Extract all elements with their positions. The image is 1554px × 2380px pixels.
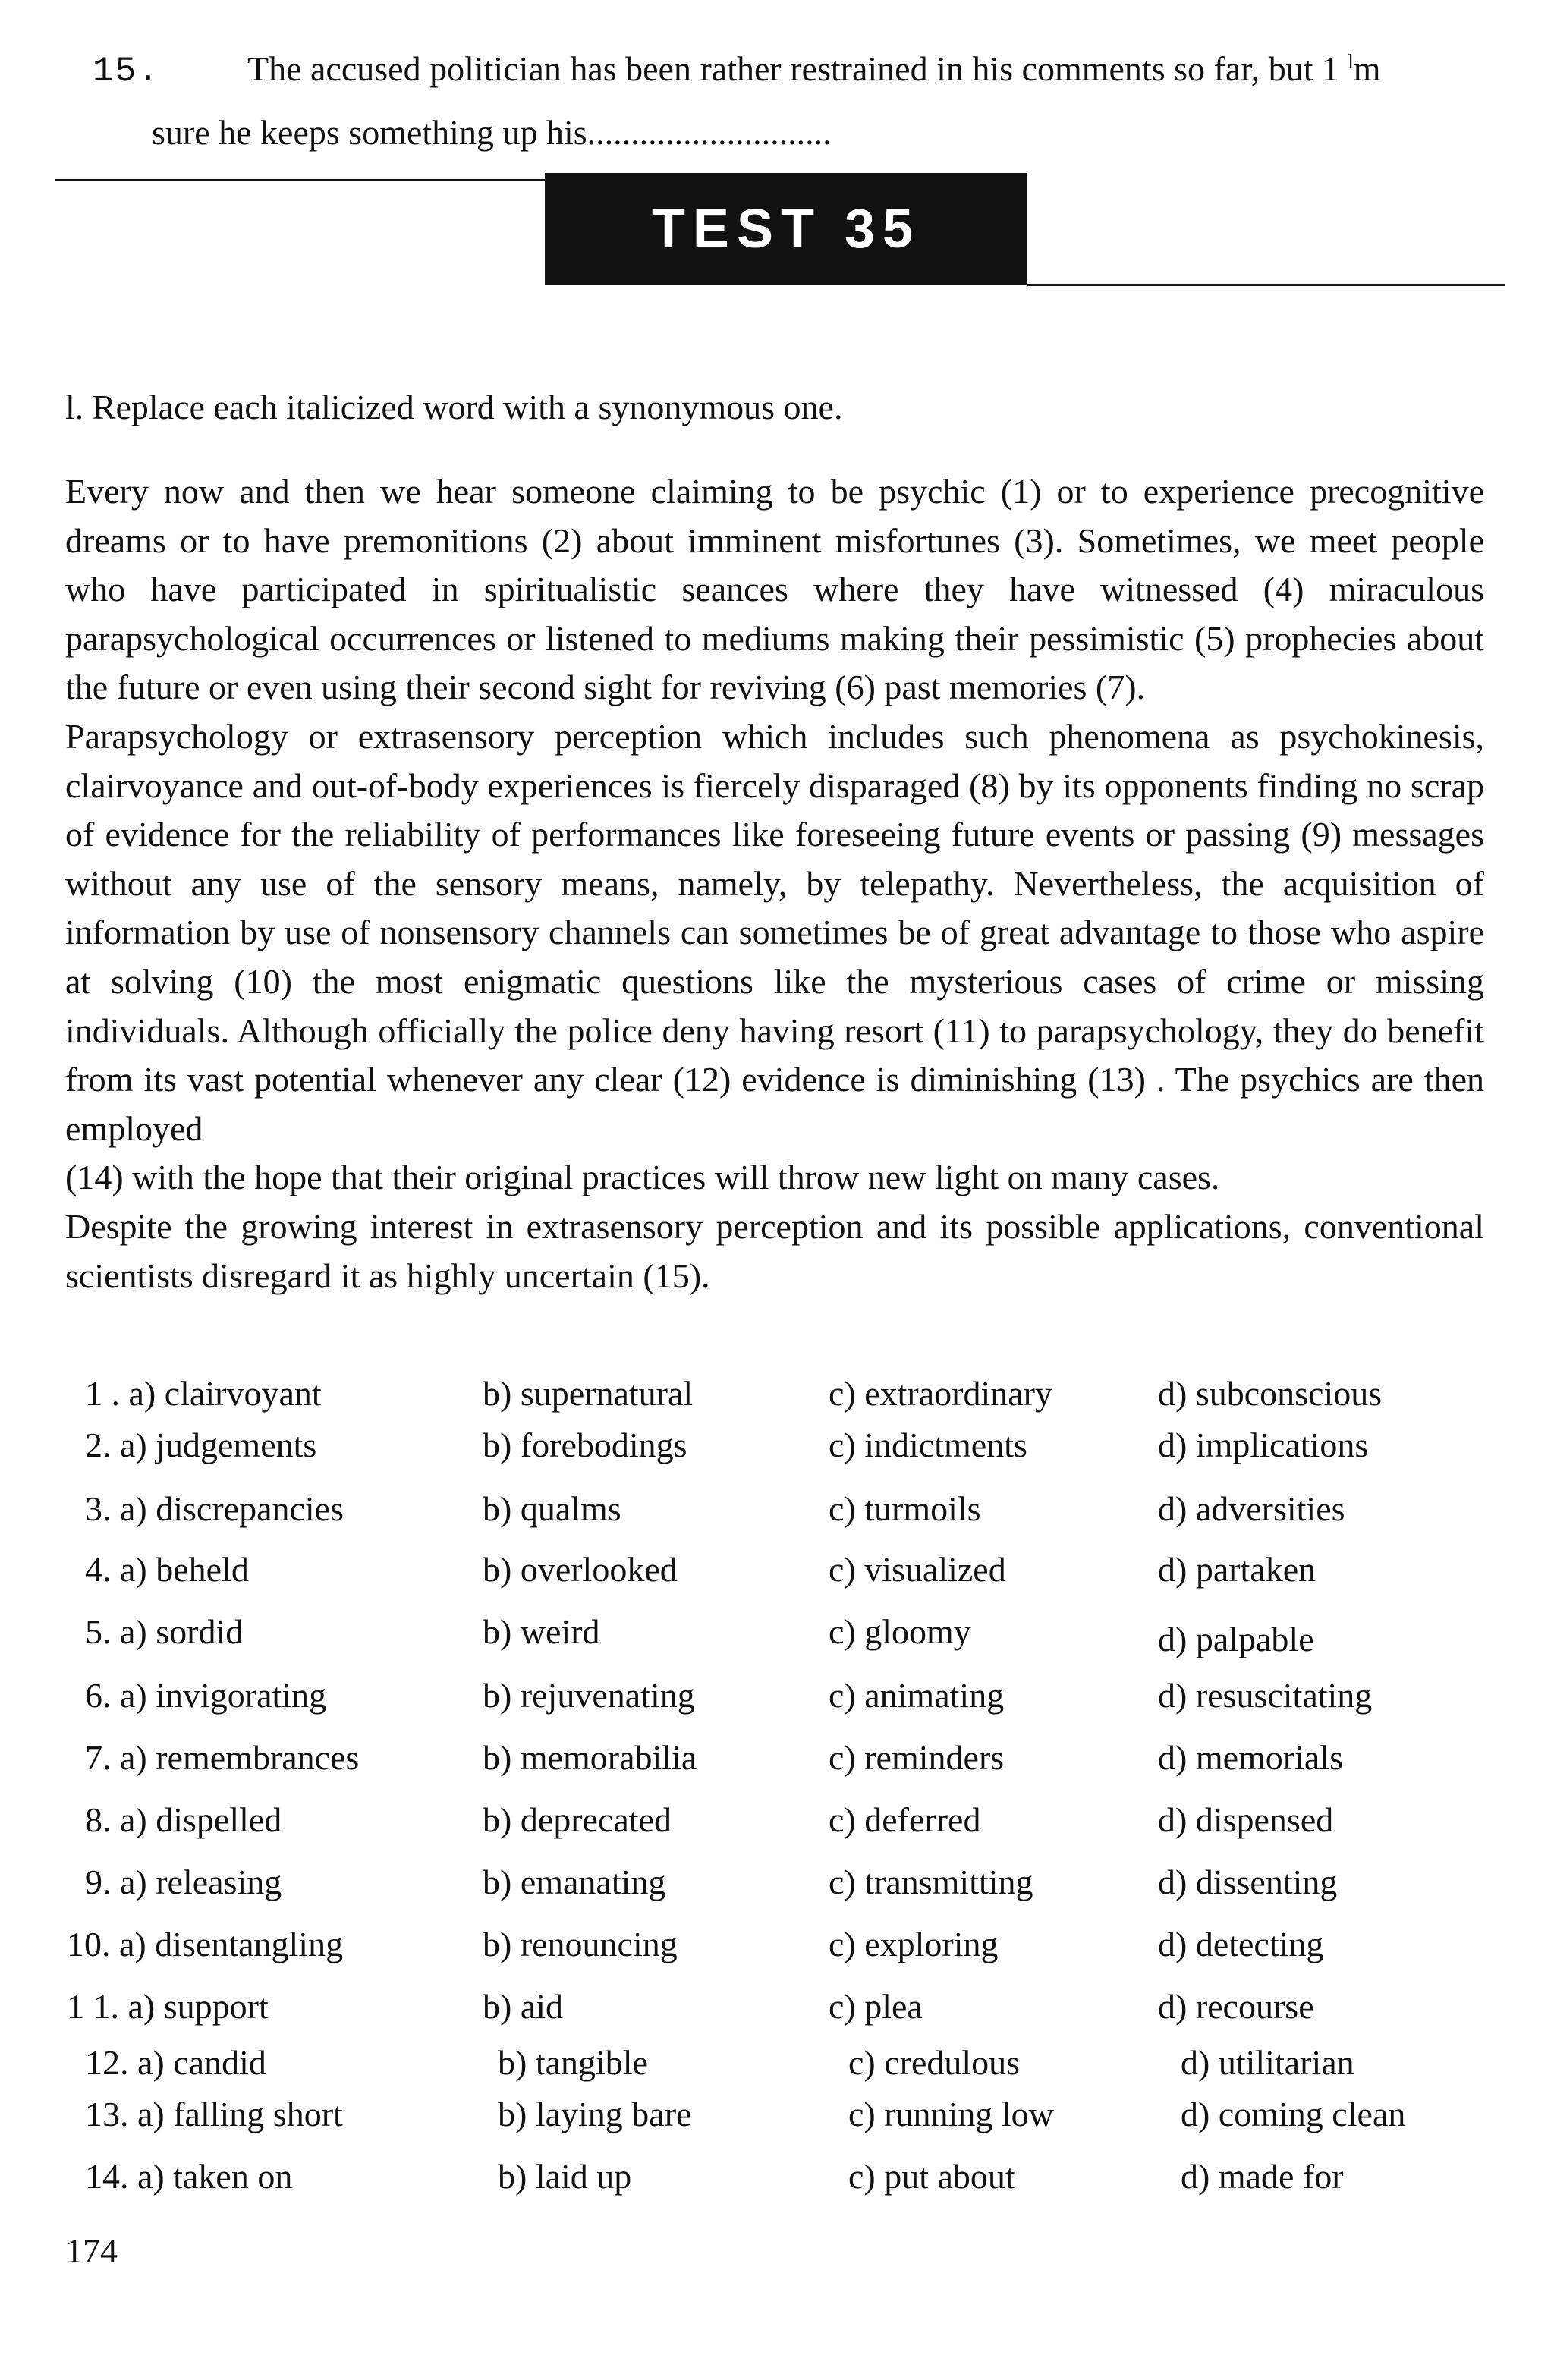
option-d: d) recourse	[1158, 1987, 1314, 2026]
option-a: 9. a) releasing	[85, 1863, 282, 1901]
option-c: c) extraordinary	[829, 1374, 1053, 1413]
option-a: 12. a) candid	[85, 2043, 266, 2082]
option-d: d) utilitarian	[1181, 2043, 1354, 2082]
option-b: b) forebodings	[483, 1426, 687, 1464]
page-number: 174	[65, 2231, 118, 2270]
option-c: c) animating	[829, 1676, 1005, 1715]
option-a: 2. a) judgements	[85, 1426, 317, 1464]
option-d: d) coming clean	[1181, 2095, 1406, 2133]
test-title-box	[545, 173, 1027, 285]
option-b: b) weird	[483, 1612, 600, 1651]
option-b: b) renouncing	[483, 1925, 678, 1963]
option-d: d) implications	[1158, 1426, 1369, 1464]
option-d: d) made for	[1181, 2157, 1344, 2196]
option-a: 8. a) dispelled	[85, 1800, 282, 1839]
previous-item-line-1	[247, 49, 1381, 89]
option-c: c) transmitting	[829, 1863, 1033, 1901]
option-c: c) deferred	[829, 1800, 981, 1839]
previous-item-line-1-end: m	[1353, 49, 1381, 88]
previous-item-apostrophe: l	[1348, 50, 1354, 73]
passage-paragraph-4: Despite the growing interest in extrasensory perception and its possible applications, conventional scientists disregard it as highly uncertain (15).	[65, 1206, 1484, 1295]
option-a: 6. a) invigorating	[85, 1676, 327, 1715]
option-a: 5. a) sordid	[85, 1612, 244, 1651]
option-c: c) running low	[848, 2095, 1054, 2133]
option-a: 7. a) remembrances	[85, 1738, 360, 1777]
option-d: d) dissenting	[1158, 1863, 1338, 1901]
option-b: b) rejuvenating	[483, 1676, 695, 1715]
option-b: b) tangible	[498, 2043, 648, 2082]
previous-item-line-2: sure he keeps something up his............................	[152, 113, 832, 152]
option-b: b) supernatural	[483, 1374, 694, 1413]
exercise-instruction: l. Replace each italicized word with a synonymous one.	[65, 388, 843, 426]
option-d: d) resuscitating	[1158, 1676, 1373, 1715]
option-a: 3. a) discrepancies	[85, 1489, 344, 1528]
option-a: 1 . a) clairvoyant	[85, 1374, 322, 1413]
header-rule-left	[55, 179, 548, 181]
header-rule-right	[1027, 284, 1505, 286]
option-c: c) gloomy	[829, 1612, 971, 1651]
option-b: b) emanating	[483, 1863, 666, 1901]
reading-passage	[65, 467, 1484, 1300]
option-a: 14. a) taken on	[85, 2157, 293, 2196]
previous-item-number: 15.	[93, 52, 160, 91]
option-a: 1 1. a) support	[67, 1987, 269, 2026]
option-d: d) palpable	[1158, 1620, 1314, 1658]
option-d: d) subconscious	[1158, 1374, 1383, 1413]
option-b: b) deprecated	[483, 1800, 672, 1839]
option-a: 4. a) beheld	[85, 1550, 249, 1589]
passage-paragraph-1: Every now and then we hear someone claiming to be psychic (1) or to experience precognitive dreams or to have premonitions (2) about imminent misfortunes (3). Sometimes, we meet people who have participated in spiritualistic seances where they have witnessed (4) miraculous parapsychological occurrences or listened to mediums making their pessimistic (5) prophecies about the future or even using their second sight for reviving (6) past memories (7).	[65, 472, 1484, 707]
test-title: TEST 35	[651, 199, 921, 259]
option-b: b) aid	[483, 1987, 564, 2026]
option-d: d) detecting	[1158, 1925, 1324, 1963]
option-a: 10. a) disentangling	[67, 1925, 344, 1963]
option-d: d) memorials	[1158, 1738, 1343, 1777]
passage-paragraph-2: Parapsychology or extrasensory perception which includes such phenomena as psychokinesis, clairvoyance and out-of-body experiences is fiercely disparaged (8) by its opponents finding no scrap of evidence for the reliability of performances like foreseeing future events or passing (9) messages without any use of the sensory means, namely, by telepathy. Nevertheless, the acquisition of information by use of nonsensory channels can sometimes be of great advantage to those who aspire at solving (10) the most enigmatic questions like the mysterious cases of crime or missing individuals. Although officially the police deny having resort (11) to parapsychology, they do benefit from its vast potential whenever any clear (12) evidence is diminishing (13) . The psychics are then employed	[65, 716, 1484, 1148]
option-c: c) turmoils	[829, 1489, 981, 1528]
option-b: b) laying bare	[498, 2095, 692, 2133]
passage-paragraph-3: (14) with the hope that their original practices will throw new light on many cases.	[65, 1158, 1220, 1197]
option-c: c) indictments	[829, 1426, 1027, 1464]
option-c: c) plea	[829, 1987, 923, 2026]
option-c: c) put about	[848, 2157, 1015, 2196]
option-b: b) overlooked	[483, 1550, 678, 1589]
option-d: d) dispensed	[1158, 1800, 1334, 1839]
option-c: c) exploring	[829, 1925, 999, 1963]
option-b: b) memorabilia	[483, 1738, 697, 1777]
option-c: c) reminders	[829, 1738, 1005, 1777]
option-d: d) adversities	[1158, 1489, 1345, 1528]
option-a: 13. a) falling short	[85, 2095, 343, 2133]
option-b: b) qualms	[483, 1489, 621, 1528]
previous-item-line-1-text: The accused politician has been rather restrained in his comments so far, but 1	[247, 49, 1348, 88]
option-d: d) partaken	[1158, 1550, 1316, 1589]
option-c: c) credulous	[848, 2043, 1021, 2082]
option-c: c) visualized	[829, 1550, 1006, 1589]
option-b: b) laid up	[498, 2157, 632, 2196]
